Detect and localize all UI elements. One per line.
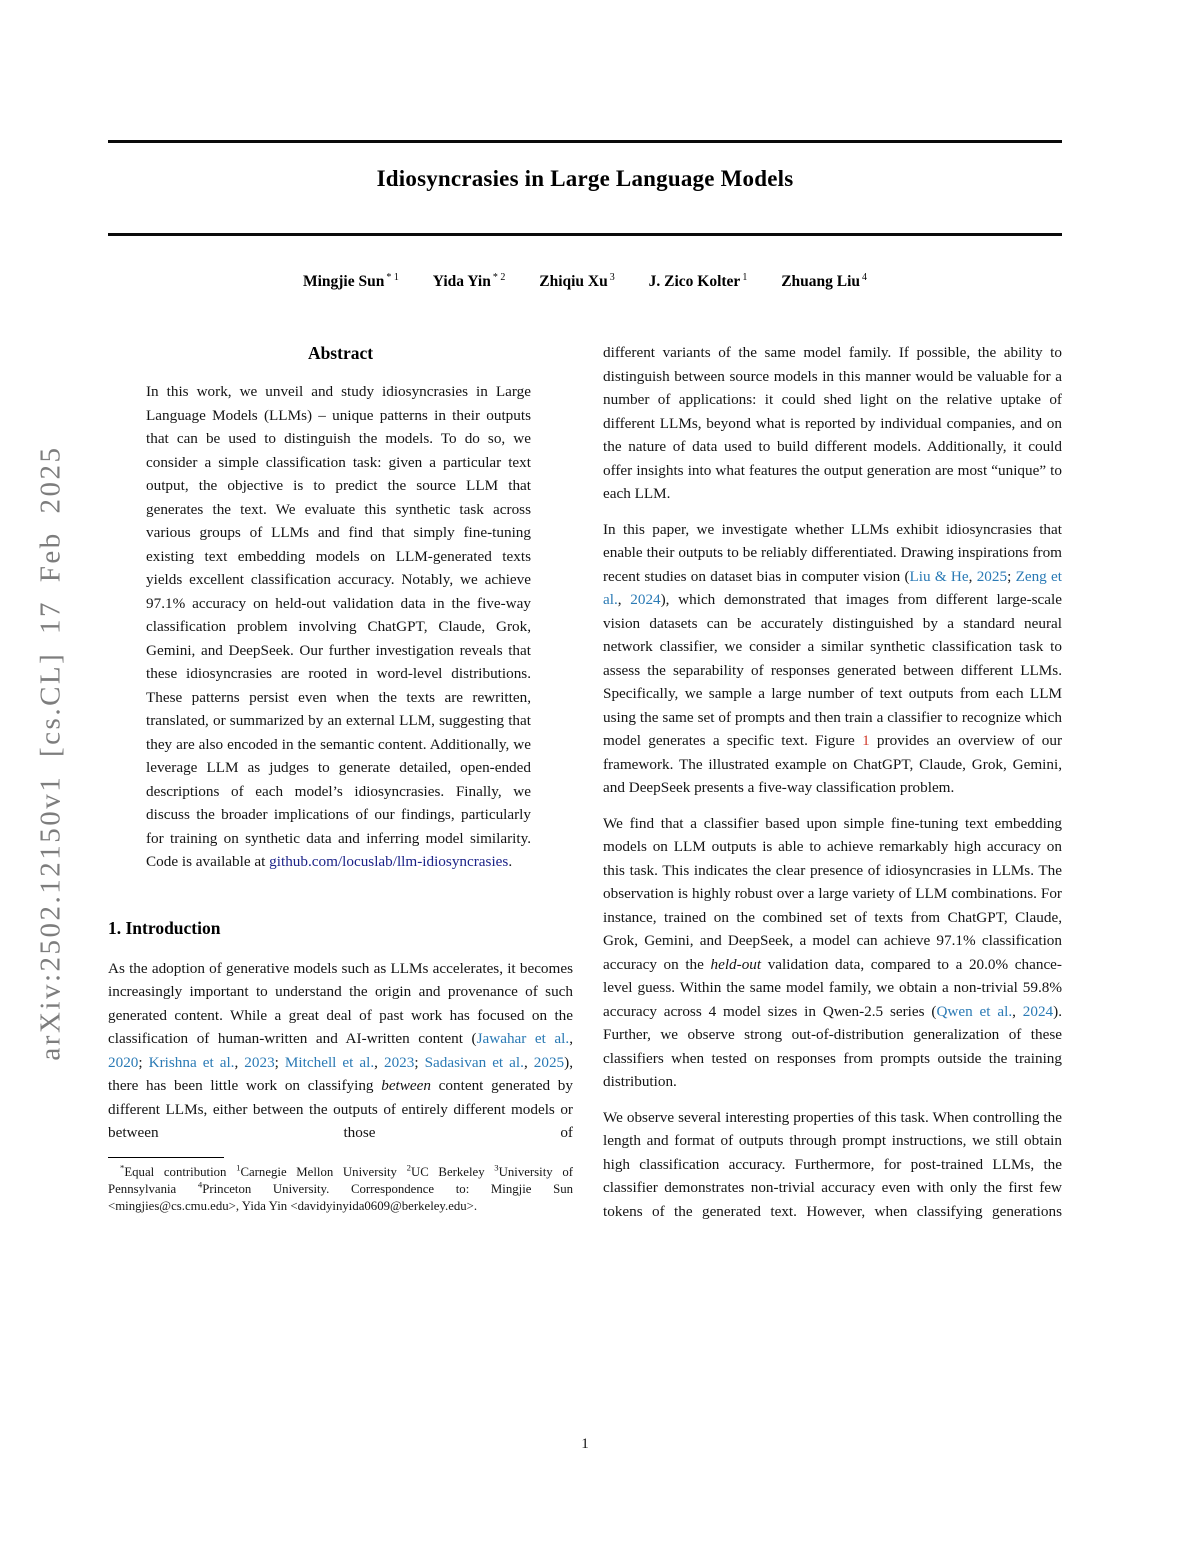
footnote-text: *Equal contribution $^1$Carnegie Mellon University $^2$UC Berkeley $^3$University of Pennsylvania $^4$Princeton University. Correspondence to: Mingjie Sun <mingjies@cs.cmu.edu>, Yida Yin <davidyinyida0609@berkeley.edu>. [108,1162,573,1214]
citation-link[interactable]: Jawahar et al. [476,1030,570,1047]
author-name: Mingjie Sun [302,273,385,290]
body-paragraph: We find that a classifier based upon simple fine-tuning text embedding models on LLM outputs is able to achieve remarkably high accuracy on this task. This indicates the clear presence of idiosyncrasies in LLMs. The observation is highly robust over a large variety of LLM combinations. For instance, trained on the combined set of texts from ChatGPT, Claude, Grok, Gemini, and DeepSeek, a model can achieve 97.1% classification accuracy on the held-out validation data, compared to a 20.0% chance-level guess. Within the same model family, we obtain a non-trivial 59.8% accuracy across 4 model sizes in Qwen-2.5 series (Qwen et al., 2024). Further, we observe strong out-of-distribution generalization of these classifiers when tested on responses from prompts outside the training distribution. [603,814,1062,1090]
author-name: J. Zico Kolter [648,273,741,290]
figure-reference[interactable]: 1 [862,732,870,749]
citation-link[interactable]: 2025 [976,567,1008,585]
citation-link[interactable]: Krishna et al. [148,1053,235,1071]
author-affiliation-superscript: 1 [742,272,748,283]
author-name: Yida Yin [432,273,491,290]
citation-link[interactable]: 2020 [108,1053,139,1071]
citation-link[interactable]: 2023 [244,1053,275,1071]
emphasis-text: between [381,1077,431,1094]
author-name: Zhiqiu Xu [539,273,608,290]
author [433,273,506,290]
body-paragraph: different variants of the same model family. If possible, the ability to distinguish between source models in this manner would be valuable for a number of applications: it could shed light on the relative uptake of different LLMs, beyond what is reported by individual companies, and on the nature of data used to build different models. Additionally, it could offer insights into what features the output generation are most “unique” to each LLM. [603,344,1062,502]
citation-link[interactable]: 2023 [383,1053,415,1071]
citation-link[interactable]: Qwen et al. [936,1002,1013,1020]
body-paragraph: We observe several interesting properties of this task. When controlling the length and format of outputs through prompt instructions, we still obtain high classification accuracy. Furthermore, for post-trained LLMs, the classifier demonstrates non-trivial accuracy even with only the first few tokens of the generated text. However, when classifying generations [603,1108,1062,1220]
superscript: 4 [197,1179,203,1190]
author-affiliation-superscript: 3 [609,272,615,283]
citation-link[interactable]: 2024 [630,591,661,608]
code-link[interactable]: github.com/locuslab/llm-idiosyncrasies [269,853,509,870]
author [649,273,748,290]
emphasis-text: held-out [710,955,762,973]
footnote-block [108,1157,573,1216]
citation-link[interactable]: 2025 [533,1053,565,1071]
section-heading-introduction: 1. Introduction [108,917,221,938]
author [539,273,615,290]
left-column [108,341,573,1235]
author-byline [108,272,1062,291]
title-rule-bottom [108,233,1062,236]
author-affiliation-superscript: * 1 [386,272,399,283]
page-title: Idiosyncrasies in Large Language Models [376,166,794,191]
author-name: Zhuang Liu [781,273,861,290]
author-affiliation-superscript: 4 [862,272,868,283]
superscript: * [120,1162,125,1173]
author [781,273,867,290]
author [303,273,399,290]
citation-link[interactable]: Mitchell et al. [284,1053,375,1071]
body-paragraph: In this paper, we investigate whether LLMs exhibit idiosyncrasies that enable their outputs to be reliably differentiated. Drawing inspirations from recent studies on dataset bias in computer vision (Liu & He, 2025; Zeng et al., 2024), which demonstrated that images from different large-scale vision datasets can be accurately distinguished by a standard neural network classifier, we consider a similar synthetic classification task to assess the separability of responses generated between different LLMs. Specifically, we sample a large number of text outputs from each LLM using the same set of prompts and then train a classifier to recognize which model generates a specific text. Figure 1 provides an overview of our framework. The illustrated example on ChatGPT, Claude, Grok, Gemini, and DeepSeek presents a five-way classification problem. [603,520,1062,796]
footnote-rule [108,1157,224,1158]
abstract-heading: Abstract [307,343,374,363]
author-affiliation-superscript: * 2 [492,272,506,283]
citation-link[interactable]: 2024 [1022,1002,1054,1020]
superscript: 2 [406,1162,411,1173]
right-column [603,341,1062,1235]
page-number: 1 [581,1436,589,1452]
superscript: 1 [236,1162,241,1173]
citation-link[interactable]: Liu & He [909,567,969,585]
arxiv-sidebar-banner: arXiv:2502.12150v1 [cs.CL] 17 Feb 2025 [34,445,67,1061]
abstract-text: In this work, we unveil and study idiosyncrasies in Large Language Models (LLMs) – unique patterns in their outputs that can be used to distinguish the models. To do so, we consider a simple classification task: given a particular text output, the objective is to predict the source LLM that generates the text. We evaluate this synthetic task across various groups of LLMs and find that simply fine-tuning existing text embedding models on LLM-generated texts yields excellent classification accuracy. Notably, we achieve 97.1% accuracy on held-out validation data in the five-way classification problem involving ChatGPT, Claude, Grok, Gemini, and DeepSeek. Our further investigation reveals that these idiosyncrasies are rooted in word-level distributions. These patterns persist even when the texts are rewritten, translated, or summarized by an external LLM, suggesting that they are also encoded in the semantic content. Additionally, we leverage LLM as judges to generate detailed, open-ended descriptions of each model’s idiosyncrasies. Finally, we discuss the broader implications of our findings, particularly for training on synthetic data and inferring model similarity. Code is available at github.com/locuslab/llm-idiosyncrasies. [146,383,531,870]
citation-link[interactable]: Sadasivan et al. [424,1053,524,1071]
citation-link[interactable]: Zeng et al. [603,567,1062,608]
title-rule-top [108,140,1062,143]
introduction-paragraph: As the adoption of generative models such as LLMs accelerates, it becomes increasingly important to understand the origin and provenance of such generated content. While a great deal of past work has focused on the classification of human-written and AI-written content (Jawahar et al., 2020; Krishna et al., 2023; Mitchell et al., 2023; Sadasivan et al., 2025), there has been little work on classifying between content generated by different LLMs, either between the outputs of entirely different models or between those of [108,959,573,1141]
superscript: 3 [494,1162,499,1173]
two-column-body [108,341,1062,1235]
